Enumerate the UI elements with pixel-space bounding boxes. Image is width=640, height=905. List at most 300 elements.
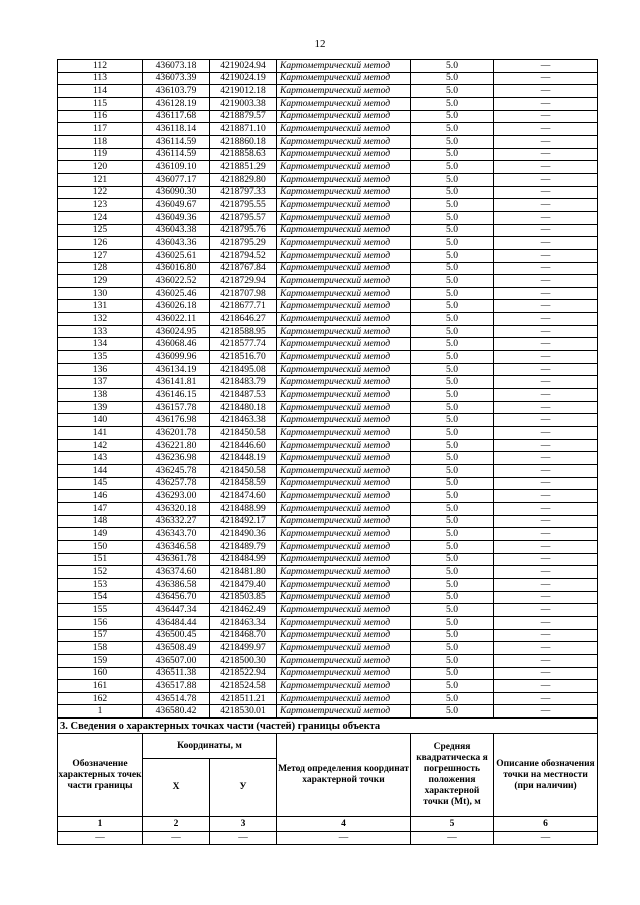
coord-y: 4218468.70 (210, 629, 277, 642)
description: — (494, 173, 598, 186)
coord-x: 436049.36 (143, 211, 210, 224)
column-number: 5 (411, 817, 494, 832)
coord-y: 4218729.94 (210, 275, 277, 288)
point-number: 117 (58, 123, 143, 136)
section3-title: 3. Сведения о характерных точках части (частей) границы объекта (58, 719, 598, 734)
description: — (494, 338, 598, 351)
table-row (58, 376, 598, 389)
point-number: 136 (58, 363, 143, 376)
table-row (58, 465, 598, 478)
table-row (58, 389, 598, 402)
coord-y: 4218851.29 (210, 161, 277, 174)
coord-y: 4218492.17 (210, 515, 277, 528)
accuracy: 5.0 (411, 161, 494, 174)
coord-y: 4218511.21 (210, 692, 277, 705)
coord-x: 436146.15 (143, 389, 210, 402)
accuracy: 5.0 (411, 439, 494, 452)
point-number: 119 (58, 148, 143, 161)
coord-x: 436320.18 (143, 502, 210, 515)
table-row (58, 211, 598, 224)
accuracy: 5.0 (411, 528, 494, 541)
coord-x: 436245.78 (143, 465, 210, 478)
method: Картометрический метод (277, 211, 411, 224)
coord-y: 4218522.94 (210, 667, 277, 680)
header-coordinates: Координаты, м (143, 734, 277, 759)
coord-x: 436090.30 (143, 186, 210, 199)
method: Картометрический метод (277, 452, 411, 465)
method: Картометрический метод (277, 705, 411, 718)
description: — (494, 262, 598, 275)
coord-y: 4219012.18 (210, 85, 277, 98)
coord-y: 4218858.63 (210, 148, 277, 161)
method: Картометрический метод (277, 72, 411, 85)
empty-cell: — (411, 832, 494, 845)
table-row (58, 540, 598, 553)
table-row (58, 692, 598, 705)
method: Картометрический метод (277, 515, 411, 528)
accuracy: 5.0 (411, 325, 494, 338)
empty-cell: — (58, 832, 143, 845)
accuracy: 5.0 (411, 173, 494, 186)
table-row (58, 477, 598, 490)
accuracy: 5.0 (411, 224, 494, 237)
table-row (58, 578, 598, 591)
method: Картометрический метод (277, 502, 411, 515)
accuracy: 5.0 (411, 186, 494, 199)
accuracy: 5.0 (411, 591, 494, 604)
description: — (494, 578, 598, 591)
description: — (494, 427, 598, 440)
table-row (58, 439, 598, 452)
method: Картометрический метод (277, 338, 411, 351)
accuracy: 5.0 (411, 490, 494, 503)
coord-x: 436134.19 (143, 363, 210, 376)
method: Картометрический метод (277, 604, 411, 617)
method: Картометрический метод (277, 553, 411, 566)
description: — (494, 528, 598, 541)
point-number: 125 (58, 224, 143, 237)
coord-x: 436022.11 (143, 313, 210, 326)
description: — (494, 135, 598, 148)
table-row (58, 325, 598, 338)
description: — (494, 376, 598, 389)
point-number: 126 (58, 237, 143, 250)
method: Картометрический метод (277, 161, 411, 174)
coord-x: 436293.00 (143, 490, 210, 503)
point-number: 159 (58, 654, 143, 667)
point-number: 149 (58, 528, 143, 541)
method: Картометрический метод (277, 237, 411, 250)
coord-y: 4218795.29 (210, 237, 277, 250)
method: Картометрический метод (277, 300, 411, 313)
coord-y: 4218797.33 (210, 186, 277, 199)
method: Картометрический метод (277, 135, 411, 148)
empty-cell: — (494, 832, 598, 845)
accuracy: 5.0 (411, 123, 494, 136)
table-row (58, 452, 598, 465)
table-row (58, 72, 598, 85)
accuracy: 5.0 (411, 237, 494, 250)
method: Картометрический метод (277, 249, 411, 262)
header-y: У (210, 759, 277, 817)
coord-x: 436500.45 (143, 629, 210, 642)
accuracy: 5.0 (411, 60, 494, 73)
description: — (494, 325, 598, 338)
table-row (58, 705, 598, 718)
point-number: 150 (58, 540, 143, 553)
point-number: 124 (58, 211, 143, 224)
table-row (58, 300, 598, 313)
coord-y: 4218795.76 (210, 224, 277, 237)
coord-y: 4218860.18 (210, 135, 277, 148)
table-row (58, 680, 598, 693)
table-row (58, 553, 598, 566)
description: — (494, 351, 598, 364)
accuracy: 5.0 (411, 110, 494, 123)
coord-x: 436024.95 (143, 325, 210, 338)
coord-x: 436361.78 (143, 553, 210, 566)
description: — (494, 161, 598, 174)
method: Картометрический метод (277, 173, 411, 186)
method: Картометрический метод (277, 616, 411, 629)
point-number: 144 (58, 465, 143, 478)
accuracy: 5.0 (411, 427, 494, 440)
coord-y: 4218795.57 (210, 211, 277, 224)
description: — (494, 199, 598, 212)
point-number: 130 (58, 287, 143, 300)
description: — (494, 667, 598, 680)
description: — (494, 553, 598, 566)
table-row (58, 414, 598, 427)
description: — (494, 654, 598, 667)
coord-y: 4218767.84 (210, 262, 277, 275)
accuracy: 5.0 (411, 705, 494, 718)
table-row (58, 224, 598, 237)
table-row (58, 591, 598, 604)
method: Картометрический метод (277, 680, 411, 693)
accuracy: 5.0 (411, 566, 494, 579)
method: Картометрический метод (277, 275, 411, 288)
coord-x: 436508.49 (143, 642, 210, 655)
point-number: 135 (58, 351, 143, 364)
method: Картометрический метод (277, 490, 411, 503)
table-row (58, 616, 598, 629)
coord-y: 4218458.59 (210, 477, 277, 490)
description: — (494, 389, 598, 402)
description: — (494, 540, 598, 553)
method: Картометрический метод (277, 629, 411, 642)
coord-x: 436257.78 (143, 477, 210, 490)
method: Картометрический метод (277, 85, 411, 98)
coord-x: 436016.80 (143, 262, 210, 275)
method: Картометрический метод (277, 199, 411, 212)
coord-y: 4218500.30 (210, 654, 277, 667)
point-number: 143 (58, 452, 143, 465)
coord-y: 4218448.19 (210, 452, 277, 465)
header-designation: Обозначение характерных точек части границы (58, 734, 143, 817)
accuracy: 5.0 (411, 452, 494, 465)
description: — (494, 186, 598, 199)
description: — (494, 123, 598, 136)
point-number: 153 (58, 578, 143, 591)
coord-y: 4219003.38 (210, 97, 277, 110)
table-row (58, 123, 598, 136)
description: — (494, 148, 598, 161)
accuracy: 5.0 (411, 616, 494, 629)
coord-y: 4218503.85 (210, 591, 277, 604)
coord-x: 436026.18 (143, 300, 210, 313)
description: — (494, 490, 598, 503)
method: Картометрический метод (277, 591, 411, 604)
empty-cell: — (277, 832, 411, 845)
column-number: 2 (143, 817, 210, 832)
coord-x: 436043.38 (143, 224, 210, 237)
point-number: 134 (58, 338, 143, 351)
coord-y: 4218488.99 (210, 502, 277, 515)
accuracy: 5.0 (411, 313, 494, 326)
accuracy: 5.0 (411, 211, 494, 224)
description: — (494, 211, 598, 224)
coord-y: 4219024.19 (210, 72, 277, 85)
method: Картометрический метод (277, 566, 411, 579)
coord-x: 436025.61 (143, 249, 210, 262)
coord-y: 4218677.71 (210, 300, 277, 313)
coord-x: 436077.17 (143, 173, 210, 186)
description: — (494, 566, 598, 579)
coord-y: 4218577.74 (210, 338, 277, 351)
method: Картометрический метод (277, 427, 411, 440)
coord-x: 436022.52 (143, 275, 210, 288)
coord-y: 4218588.95 (210, 325, 277, 338)
method: Картометрический метод (277, 97, 411, 110)
coord-y: 4218646.27 (210, 313, 277, 326)
table-row (58, 173, 598, 186)
table-row (58, 148, 598, 161)
coord-x: 436374.60 (143, 566, 210, 579)
description: — (494, 60, 598, 73)
table-row (58, 60, 598, 73)
coord-y: 4218479.40 (210, 578, 277, 591)
column-number: 4 (277, 817, 411, 832)
point-number: 113 (58, 72, 143, 85)
accuracy: 5.0 (411, 148, 494, 161)
table-row (58, 275, 598, 288)
coord-y: 4218480.18 (210, 401, 277, 414)
description: — (494, 300, 598, 313)
point-number: 122 (58, 186, 143, 199)
table-row (58, 351, 598, 364)
description: — (494, 72, 598, 85)
description: — (494, 692, 598, 705)
accuracy: 5.0 (411, 502, 494, 515)
description: — (494, 642, 598, 655)
method: Картометрический метод (277, 654, 411, 667)
accuracy: 5.0 (411, 578, 494, 591)
description: — (494, 604, 598, 617)
method: Картометрический метод (277, 667, 411, 680)
method: Картометрический метод (277, 148, 411, 161)
description: — (494, 249, 598, 262)
table-row (58, 363, 598, 376)
coord-x: 436580.42 (143, 705, 210, 718)
table-row (58, 629, 598, 642)
coord-y: 4218490.36 (210, 528, 277, 541)
table-row (58, 110, 598, 123)
coord-y: 4218463.34 (210, 616, 277, 629)
coord-x: 436332.27 (143, 515, 210, 528)
point-number: 132 (58, 313, 143, 326)
accuracy: 5.0 (411, 85, 494, 98)
table-row (58, 604, 598, 617)
accuracy: 5.0 (411, 553, 494, 566)
description: — (494, 629, 598, 642)
table-row (58, 186, 598, 199)
coord-y: 4218462.49 (210, 604, 277, 617)
method: Картометрический метод (277, 439, 411, 452)
coord-x: 436025.46 (143, 287, 210, 300)
point-number: 114 (58, 85, 143, 98)
table-row (58, 502, 598, 515)
coord-y: 4218794.52 (210, 249, 277, 262)
coord-y: 4218829.80 (210, 173, 277, 186)
coord-y: 4218474.60 (210, 490, 277, 503)
method: Картометрический метод (277, 325, 411, 338)
description: — (494, 401, 598, 414)
coord-x: 436157.78 (143, 401, 210, 414)
accuracy: 5.0 (411, 414, 494, 427)
point-number: 128 (58, 262, 143, 275)
description: — (494, 275, 598, 288)
method: Картометрический метод (277, 477, 411, 490)
point-number: 1 (58, 705, 143, 718)
accuracy: 5.0 (411, 515, 494, 528)
header-accuracy: Средняя квадратическа я погрешность положения характерной точки (Mt), м (411, 734, 494, 817)
accuracy: 5.0 (411, 667, 494, 680)
coord-y: 4218450.58 (210, 465, 277, 478)
coord-y: 4218524.58 (210, 680, 277, 693)
coord-y: 4218879.57 (210, 110, 277, 123)
accuracy: 5.0 (411, 363, 494, 376)
method: Картометрический метод (277, 414, 411, 427)
accuracy: 5.0 (411, 654, 494, 667)
coord-y: 4218484.99 (210, 553, 277, 566)
table-row (58, 262, 598, 275)
coord-x: 436118.14 (143, 123, 210, 136)
method: Картометрический метод (277, 60, 411, 73)
coord-x: 436447.34 (143, 604, 210, 617)
point-number: 121 (58, 173, 143, 186)
method: Картометрический метод (277, 540, 411, 553)
method: Картометрический метод (277, 642, 411, 655)
accuracy: 5.0 (411, 604, 494, 617)
coord-x: 436221.80 (143, 439, 210, 452)
point-number: 160 (58, 667, 143, 680)
point-number: 154 (58, 591, 143, 604)
coord-x: 436049.67 (143, 199, 210, 212)
coord-x: 436236.98 (143, 452, 210, 465)
description: — (494, 591, 598, 604)
accuracy: 5.0 (411, 72, 494, 85)
coord-x: 436511.38 (143, 667, 210, 680)
description: — (494, 452, 598, 465)
header-description: Описание обозначения точки на местности (при наличии) (494, 734, 598, 817)
point-number: 142 (58, 439, 143, 452)
method: Картометрический метод (277, 351, 411, 364)
coord-y: 4218463.38 (210, 414, 277, 427)
coord-y: 4218499.97 (210, 642, 277, 655)
coord-x: 436456.70 (143, 591, 210, 604)
point-number: 137 (58, 376, 143, 389)
coord-x: 436068.46 (143, 338, 210, 351)
point-number: 148 (58, 515, 143, 528)
point-number: 118 (58, 135, 143, 148)
point-number: 131 (58, 300, 143, 313)
coord-y: 4218489.79 (210, 540, 277, 553)
coord-x: 436201.78 (143, 427, 210, 440)
description: — (494, 414, 598, 427)
coord-y: 4218483.79 (210, 376, 277, 389)
method: Картометрический метод (277, 313, 411, 326)
table-row (58, 528, 598, 541)
description: — (494, 705, 598, 718)
accuracy: 5.0 (411, 376, 494, 389)
coord-x: 436114.59 (143, 148, 210, 161)
coord-x: 436514.78 (143, 692, 210, 705)
method: Картометрический метод (277, 287, 411, 300)
page-number: 12 (314, 38, 326, 50)
method: Картометрический метод (277, 692, 411, 705)
section3-table (57, 718, 598, 845)
accuracy: 5.0 (411, 97, 494, 110)
description: — (494, 502, 598, 515)
table-row (58, 249, 598, 262)
point-number: 112 (58, 60, 143, 73)
point-number: 138 (58, 389, 143, 402)
table-row (58, 199, 598, 212)
method: Картометрический метод (277, 578, 411, 591)
description: — (494, 680, 598, 693)
coord-y: 4218871.10 (210, 123, 277, 136)
description: — (494, 515, 598, 528)
accuracy: 5.0 (411, 465, 494, 478)
point-number: 161 (58, 680, 143, 693)
description: — (494, 363, 598, 376)
table-row (58, 427, 598, 440)
method: Картометрический метод (277, 110, 411, 123)
description: — (494, 616, 598, 629)
coord-y: 4218530.01 (210, 705, 277, 718)
accuracy: 5.0 (411, 249, 494, 262)
point-number: 127 (58, 249, 143, 262)
accuracy: 5.0 (411, 351, 494, 364)
description: — (494, 237, 598, 250)
point-number: 141 (58, 427, 143, 440)
accuracy: 5.0 (411, 692, 494, 705)
coord-y: 4218450.58 (210, 427, 277, 440)
coord-x: 436517.88 (143, 680, 210, 693)
accuracy: 5.0 (411, 275, 494, 288)
header-method: Метод определения координат характерной точки (277, 734, 411, 817)
method: Картометрический метод (277, 363, 411, 376)
coord-x: 436346.58 (143, 540, 210, 553)
accuracy: 5.0 (411, 135, 494, 148)
point-number: 123 (58, 199, 143, 212)
method: Картометрический метод (277, 465, 411, 478)
method: Картометрический метод (277, 224, 411, 237)
accuracy: 5.0 (411, 680, 494, 693)
description: — (494, 477, 598, 490)
point-number: 116 (58, 110, 143, 123)
